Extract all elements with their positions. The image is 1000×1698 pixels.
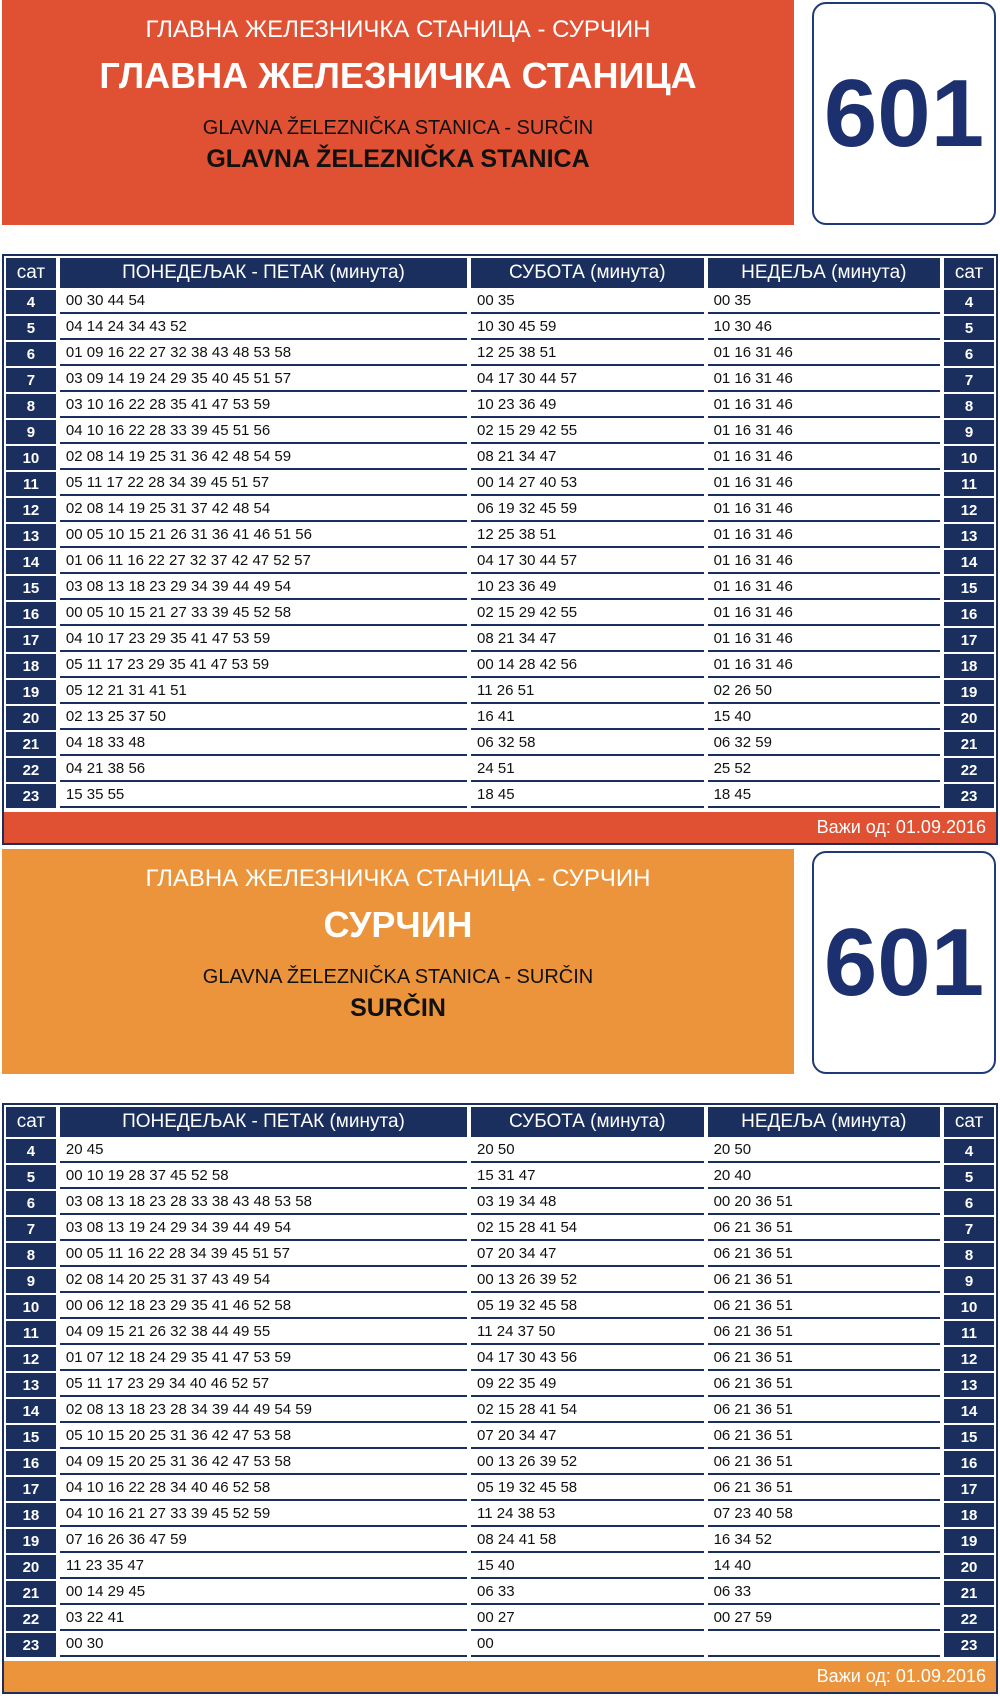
saturday-minutes-cell: 20 50	[471, 1137, 704, 1163]
hour-cell: 21	[6, 730, 56, 756]
stop-name-cyrillic: СУРЧИН	[323, 904, 473, 945]
weekday-minutes-cell: 04 10 16 21 27 33 39 45 52 59	[60, 1501, 467, 1527]
hour-cell: 5	[6, 1163, 56, 1189]
sunday-minutes-cell: 00 20 36 51	[708, 1189, 941, 1215]
hour-cell: 6	[6, 1189, 56, 1215]
weekday-minutes-cell: 03 09 14 19 24 29 35 40 45 51 57	[60, 366, 467, 392]
hour-cell: 5	[944, 1163, 994, 1189]
sunday-column-header: НЕДЕЉА (минута)	[708, 1107, 941, 1137]
hour-column-header: сат	[944, 1107, 994, 1137]
weekday-minutes-cell: 04 10 16 22 28 33 39 45 51 56	[60, 418, 467, 444]
hour-cell: 18	[6, 1501, 56, 1527]
table-row	[6, 600, 994, 626]
schedule-table	[2, 254, 998, 845]
hour-cell: 15	[944, 574, 994, 600]
weekday-minutes-cell: 00 30 44 54	[60, 288, 467, 314]
hour-cell: 10	[6, 444, 56, 470]
hour-cell: 12	[6, 496, 56, 522]
sunday-minutes-cell: 01 16 31 46	[708, 444, 941, 470]
saturday-minutes-cell: 18 45	[471, 782, 704, 808]
route-banner	[2, 0, 794, 225]
sunday-minutes-cell: 01 16 31 46	[708, 652, 941, 678]
sunday-minutes-cell: 07 23 40 58	[708, 1501, 941, 1527]
hour-cell: 4	[944, 1137, 994, 1163]
saturday-column-header: СУБОТА (минута)	[471, 258, 704, 288]
hour-cell: 15	[6, 1423, 56, 1449]
saturday-minutes-cell: 10 23 36 49	[471, 574, 704, 600]
table-row	[6, 1241, 994, 1267]
hour-cell: 17	[6, 1475, 56, 1501]
sunday-minutes-cell: 01 16 31 46	[708, 522, 941, 548]
saturday-minutes-cell: 06 19 32 45 59	[471, 496, 704, 522]
route-name-latin: GLAVNA ŽELEZNIČKA STANICA - SURČIN	[202, 966, 594, 988]
hour-cell: 20	[6, 1553, 56, 1579]
table-row	[6, 496, 994, 522]
weekday-minutes-cell: 01 06 11 16 22 27 32 37 42 47 52 57	[60, 548, 467, 574]
table-row	[6, 1423, 994, 1449]
hour-cell: 22	[944, 1605, 994, 1631]
hour-cell: 8	[944, 392, 994, 418]
weekday-minutes-cell: 00 05 11 16 22 28 34 39 45 51 57	[60, 1241, 467, 1267]
hour-cell: 20	[944, 704, 994, 730]
sunday-minutes-cell: 06 21 36 51	[708, 1241, 941, 1267]
hour-cell: 20	[944, 1553, 994, 1579]
hour-cell: 14	[944, 548, 994, 574]
hour-cell: 7	[944, 366, 994, 392]
sunday-minutes-cell: 20 50	[708, 1137, 941, 1163]
weekday-minutes-cell: 00 10 19 28 37 45 52 58	[60, 1163, 467, 1189]
saturday-minutes-cell: 00	[471, 1631, 704, 1657]
route-banner	[2, 849, 794, 1074]
saturday-minutes-cell: 16 41	[471, 704, 704, 730]
weekday-minutes-cell: 04 09 15 20 25 31 36 42 47 53 58	[60, 1449, 467, 1475]
table-row	[6, 1163, 994, 1189]
stop-name-cyrillic: ГЛАВНА ЖЕЛЕЗНИЧКА СТАНИЦА	[99, 55, 697, 96]
saturday-minutes-cell: 08 21 34 47	[471, 444, 704, 470]
weekday-minutes-cell: 03 08 13 18 23 28 33 38 43 48 53 58	[60, 1189, 467, 1215]
table-row	[6, 314, 994, 340]
hour-cell: 19	[944, 678, 994, 704]
weekday-minutes-cell: 00 06 12 18 23 29 35 41 46 52 58	[60, 1293, 467, 1319]
weekday-minutes-cell: 03 22 41	[60, 1605, 467, 1631]
table-row	[6, 366, 994, 392]
saturday-minutes-cell: 24 51	[471, 756, 704, 782]
table-row	[6, 392, 994, 418]
hour-cell: 18	[944, 652, 994, 678]
table-row	[6, 1475, 994, 1501]
table-header	[6, 258, 994, 288]
weekday-minutes-cell: 04 18 33 48	[60, 730, 467, 756]
saturday-minutes-cell: 07 20 34 47	[471, 1423, 704, 1449]
weekday-minutes-cell: 00 14 29 45	[60, 1579, 467, 1605]
hour-cell: 6	[944, 1189, 994, 1215]
sunday-minutes-cell: 00 27 59	[708, 1605, 941, 1631]
hour-column-header: сат	[6, 258, 56, 288]
sunday-minutes-cell: 01 16 31 46	[708, 548, 941, 574]
sunday-minutes-cell: 01 16 31 46	[708, 340, 941, 366]
hour-cell: 9	[6, 418, 56, 444]
table-row	[6, 1371, 994, 1397]
sunday-minutes-cell: 02 26 50	[708, 678, 941, 704]
hour-cell: 17	[944, 626, 994, 652]
sunday-minutes-cell: 18 45	[708, 782, 941, 808]
sunday-minutes-cell: 20 40	[708, 1163, 941, 1189]
hour-column-header: сат	[944, 258, 994, 288]
hour-cell: 21	[944, 1579, 994, 1605]
hour-cell: 13	[944, 522, 994, 548]
saturday-minutes-cell: 15 40	[471, 1553, 704, 1579]
table-row	[6, 1579, 994, 1605]
hour-cell: 15	[6, 574, 56, 600]
sunday-minutes-cell: 15 40	[708, 704, 941, 730]
table-row	[6, 522, 994, 548]
hour-cell: 4	[6, 1137, 56, 1163]
hour-cell: 13	[6, 1371, 56, 1397]
hour-cell: 7	[6, 366, 56, 392]
hour-cell: 23	[6, 782, 56, 808]
hour-cell: 19	[6, 678, 56, 704]
table-row	[6, 652, 994, 678]
hour-cell: 23	[6, 1631, 56, 1657]
table-row	[6, 1215, 994, 1241]
table-row	[6, 1631, 994, 1657]
hour-cell: 5	[944, 314, 994, 340]
table-row	[6, 340, 994, 366]
hour-cell: 17	[944, 1475, 994, 1501]
table-header	[6, 1107, 994, 1137]
hour-cell: 18	[6, 652, 56, 678]
hour-cell: 23	[944, 782, 994, 808]
weekday-minutes-cell: 04 14 24 34 43 52	[60, 314, 467, 340]
table-row	[6, 444, 994, 470]
weekday-minutes-cell: 05 10 15 20 25 31 36 42 47 53 58	[60, 1423, 467, 1449]
saturday-minutes-cell: 04 17 30 44 57	[471, 366, 704, 392]
hour-cell: 10	[6, 1293, 56, 1319]
table-row	[6, 1189, 994, 1215]
table-row	[6, 548, 994, 574]
saturday-minutes-cell: 00 35	[471, 288, 704, 314]
table-row	[6, 704, 994, 730]
table-row	[6, 1397, 994, 1423]
sunday-minutes-cell: 01 16 31 46	[708, 600, 941, 626]
weekday-minutes-cell: 00 30	[60, 1631, 467, 1657]
saturday-minutes-cell: 10 30 45 59	[471, 314, 704, 340]
saturday-minutes-cell: 04 17 30 44 57	[471, 548, 704, 574]
hour-cell: 14	[6, 548, 56, 574]
hour-cell: 14	[6, 1397, 56, 1423]
stop-name-latin: GLAVNA ŽELEZNIČKA STANICA	[206, 145, 590, 173]
saturday-minutes-cell: 12 25 38 51	[471, 522, 704, 548]
sunday-minutes-cell: 01 16 31 46	[708, 392, 941, 418]
hour-cell: 14	[944, 1397, 994, 1423]
hour-cell: 17	[6, 626, 56, 652]
sunday-minutes-cell: 06 21 36 51	[708, 1397, 941, 1423]
saturday-minutes-cell: 04 17 30 43 56	[471, 1345, 704, 1371]
line-number-badge: 601	[812, 2, 996, 225]
weekday-minutes-cell: 05 11 17 23 29 34 40 46 52 57	[60, 1371, 467, 1397]
hour-cell: 21	[6, 1579, 56, 1605]
hour-cell: 7	[944, 1215, 994, 1241]
saturday-minutes-cell: 07 20 34 47	[471, 1241, 704, 1267]
sunday-minutes-cell: 06 21 36 51	[708, 1215, 941, 1241]
hour-cell: 11	[944, 470, 994, 496]
table-row	[6, 1345, 994, 1371]
table-row	[6, 1553, 994, 1579]
sunday-minutes-cell: 01 16 31 46	[708, 418, 941, 444]
saturday-minutes-cell: 11 24 38 53	[471, 1501, 704, 1527]
table-row	[6, 1501, 994, 1527]
saturday-minutes-cell: 00 14 28 42 56	[471, 652, 704, 678]
saturday-minutes-cell: 00 13 26 39 52	[471, 1267, 704, 1293]
route-name-cyrillic: ГЛАВНА ЖЕЛЕЗНИЧКА СТАНИЦА - СУРЧИН	[145, 865, 651, 892]
table-row	[6, 678, 994, 704]
hour-cell: 21	[944, 730, 994, 756]
sunday-minutes-cell: 06 21 36 51	[708, 1449, 941, 1475]
hour-cell: 6	[6, 340, 56, 366]
weekday-minutes-cell: 02 08 14 20 25 31 37 43 49 54	[60, 1267, 467, 1293]
hour-cell: 4	[6, 288, 56, 314]
weekday-minutes-cell: 04 10 16 22 28 34 40 46 52 58	[60, 1475, 467, 1501]
table-row	[6, 1267, 994, 1293]
table-row	[6, 574, 994, 600]
table-row	[6, 626, 994, 652]
saturday-minutes-cell: 11 24 37 50	[471, 1319, 704, 1345]
hour-cell: 19	[944, 1527, 994, 1553]
weekday-minutes-cell: 02 08 14 19 25 31 36 42 48 54 59	[60, 444, 467, 470]
table-row	[6, 756, 994, 782]
weekday-minutes-cell: 11 23 35 47	[60, 1553, 467, 1579]
hour-cell: 7	[6, 1215, 56, 1241]
hour-cell: 18	[944, 1501, 994, 1527]
schedule-table	[2, 1103, 998, 1694]
weekday-minutes-cell: 02 13 25 37 50	[60, 704, 467, 730]
validity-footer: Важи од: 01.09.2016	[4, 812, 996, 843]
sunday-minutes-cell: 06 21 36 51	[708, 1423, 941, 1449]
hour-cell: 23	[944, 1631, 994, 1657]
saturday-minutes-cell: 05 19 32 45 58	[471, 1293, 704, 1319]
hour-cell: 6	[944, 340, 994, 366]
hour-cell: 22	[6, 1605, 56, 1631]
hour-cell: 9	[944, 418, 994, 444]
sunday-minutes-cell: 01 16 31 46	[708, 496, 941, 522]
hour-cell: 22	[6, 756, 56, 782]
weekday-minutes-cell: 00 05 10 15 21 27 33 39 45 52 58	[60, 600, 467, 626]
weekday-minutes-cell: 03 10 16 22 28 35 41 47 53 59	[60, 392, 467, 418]
sunday-minutes-cell: 06 33	[708, 1579, 941, 1605]
hour-column-header: сат	[6, 1107, 56, 1137]
table-row	[6, 288, 994, 314]
weekday-minutes-cell: 05 11 17 22 28 34 39 45 51 57	[60, 470, 467, 496]
weekday-minutes-cell: 01 07 12 18 24 29 35 41 47 53 59	[60, 1345, 467, 1371]
hour-cell: 16	[944, 600, 994, 626]
sunday-minutes-cell: 06 21 36 51	[708, 1267, 941, 1293]
saturday-minutes-cell: 00 13 26 39 52	[471, 1449, 704, 1475]
hour-cell: 20	[6, 704, 56, 730]
sunday-minutes-cell: 01 16 31 46	[708, 366, 941, 392]
saturday-minutes-cell: 10 23 36 49	[471, 392, 704, 418]
weekday-column-header: ПОНЕДЕЉАК - ПЕТАК (минута)	[60, 258, 467, 288]
sunday-minutes-cell: 06 21 36 51	[708, 1293, 941, 1319]
weekday-minutes-cell: 20 45	[60, 1137, 467, 1163]
table-row	[6, 1449, 994, 1475]
saturday-minutes-cell: 02 15 29 42 55	[471, 418, 704, 444]
hour-cell: 9	[6, 1267, 56, 1293]
schedule-rows	[4, 1137, 996, 1657]
saturday-column-header: СУБОТА (минута)	[471, 1107, 704, 1137]
weekday-minutes-cell: 04 09 15 21 26 32 38 44 49 55	[60, 1319, 467, 1345]
hour-cell: 5	[6, 314, 56, 340]
weekday-minutes-cell: 05 12 21 31 41 51	[60, 678, 467, 704]
table-row	[6, 470, 994, 496]
hour-cell: 13	[944, 1371, 994, 1397]
saturday-minutes-cell: 05 19 32 45 58	[471, 1475, 704, 1501]
saturday-minutes-cell: 15 31 47	[471, 1163, 704, 1189]
sunday-minutes-cell: 01 16 31 46	[708, 574, 941, 600]
stop-name-latin: SURČIN	[350, 994, 446, 1022]
hour-cell: 8	[6, 1241, 56, 1267]
sunday-minutes-cell: 06 32 59	[708, 730, 941, 756]
sunday-column-header: НЕДЕЉА (минута)	[708, 258, 941, 288]
hour-cell: 11	[944, 1319, 994, 1345]
hour-cell: 10	[944, 1293, 994, 1319]
sunday-minutes-cell: 00 35	[708, 288, 941, 314]
hour-cell: 9	[944, 1267, 994, 1293]
hour-cell: 12	[944, 496, 994, 522]
hour-cell: 19	[6, 1527, 56, 1553]
sunday-minutes-cell: 14 40	[708, 1553, 941, 1579]
route-name-latin: GLAVNA ŽELEZNIČKA STANICA - SURČIN	[202, 117, 594, 139]
validity-footer: Важи од: 01.09.2016	[4, 1661, 996, 1692]
hour-cell: 4	[944, 288, 994, 314]
hour-cell: 12	[6, 1345, 56, 1371]
saturday-minutes-cell: 08 21 34 47	[471, 626, 704, 652]
saturday-minutes-cell: 02 15 28 41 54	[471, 1397, 704, 1423]
saturday-minutes-cell: 12 25 38 51	[471, 340, 704, 366]
hour-cell: 15	[944, 1423, 994, 1449]
weekday-minutes-cell: 02 08 14 19 25 31 37 42 48 54	[60, 496, 467, 522]
sunday-minutes-cell: 16 34 52	[708, 1527, 941, 1553]
hour-cell: 12	[944, 1345, 994, 1371]
hour-cell: 8	[6, 392, 56, 418]
sunday-minutes-cell	[708, 1631, 941, 1657]
sunday-minutes-cell: 25 52	[708, 756, 941, 782]
saturday-minutes-cell: 00 14 27 40 53	[471, 470, 704, 496]
sunday-minutes-cell: 01 16 31 46	[708, 470, 941, 496]
weekday-minutes-cell: 00 05 10 15 21 26 31 36 41 46 51 56	[60, 522, 467, 548]
saturday-minutes-cell: 02 15 29 42 55	[471, 600, 704, 626]
hour-cell: 11	[6, 1319, 56, 1345]
saturday-minutes-cell: 06 33	[471, 1579, 704, 1605]
weekday-column-header: ПОНЕДЕЉАК - ПЕТАК (минута)	[60, 1107, 467, 1137]
weekday-minutes-cell: 05 11 17 23 29 35 41 47 53 59	[60, 652, 467, 678]
sunday-minutes-cell: 06 21 36 51	[708, 1345, 941, 1371]
hour-cell: 8	[944, 1241, 994, 1267]
weekday-minutes-cell: 04 21 38 56	[60, 756, 467, 782]
table-row	[6, 730, 994, 756]
saturday-minutes-cell: 08 24 41 58	[471, 1527, 704, 1553]
hour-cell: 10	[944, 444, 994, 470]
saturday-minutes-cell: 06 32 58	[471, 730, 704, 756]
schedule-rows	[4, 288, 996, 808]
sunday-minutes-cell: 01 16 31 46	[708, 626, 941, 652]
hour-cell: 22	[944, 756, 994, 782]
weekday-minutes-cell: 02 08 13 18 23 28 34 39 44 49 54 59	[60, 1397, 467, 1423]
line-number-badge: 601	[812, 851, 996, 1074]
table-row	[6, 1293, 994, 1319]
sunday-minutes-cell: 10 30 46	[708, 314, 941, 340]
saturday-minutes-cell: 00 27	[471, 1605, 704, 1631]
table-row	[6, 1527, 994, 1553]
saturday-minutes-cell: 11 26 51	[471, 678, 704, 704]
saturday-minutes-cell: 09 22 35 49	[471, 1371, 704, 1397]
table-row	[6, 1319, 994, 1345]
sunday-minutes-cell: 06 21 36 51	[708, 1319, 941, 1345]
sunday-minutes-cell: 06 21 36 51	[708, 1475, 941, 1501]
weekday-minutes-cell: 07 16 26 36 47 59	[60, 1527, 467, 1553]
hour-cell: 16	[6, 1449, 56, 1475]
table-row	[6, 418, 994, 444]
weekday-minutes-cell: 15 35 55	[60, 782, 467, 808]
saturday-minutes-cell: 02 15 28 41 54	[471, 1215, 704, 1241]
hour-cell: 11	[6, 470, 56, 496]
hour-cell: 16	[6, 600, 56, 626]
table-row	[6, 1605, 994, 1631]
saturday-minutes-cell: 03 19 34 48	[471, 1189, 704, 1215]
hour-cell: 13	[6, 522, 56, 548]
route-name-cyrillic: ГЛАВНА ЖЕЛЕЗНИЧКА СТАНИЦА - СУРЧИН	[145, 16, 651, 43]
hour-cell: 16	[944, 1449, 994, 1475]
weekday-minutes-cell: 01 09 16 22 27 32 38 43 48 53 58	[60, 340, 467, 366]
weekday-minutes-cell: 04 10 17 23 29 35 41 47 53 59	[60, 626, 467, 652]
sunday-minutes-cell: 06 21 36 51	[708, 1371, 941, 1397]
weekday-minutes-cell: 03 08 13 19 24 29 34 39 44 49 54	[60, 1215, 467, 1241]
table-row	[6, 1137, 994, 1163]
table-row	[6, 782, 994, 808]
weekday-minutes-cell: 03 08 13 18 23 29 34 39 44 49 54	[60, 574, 467, 600]
